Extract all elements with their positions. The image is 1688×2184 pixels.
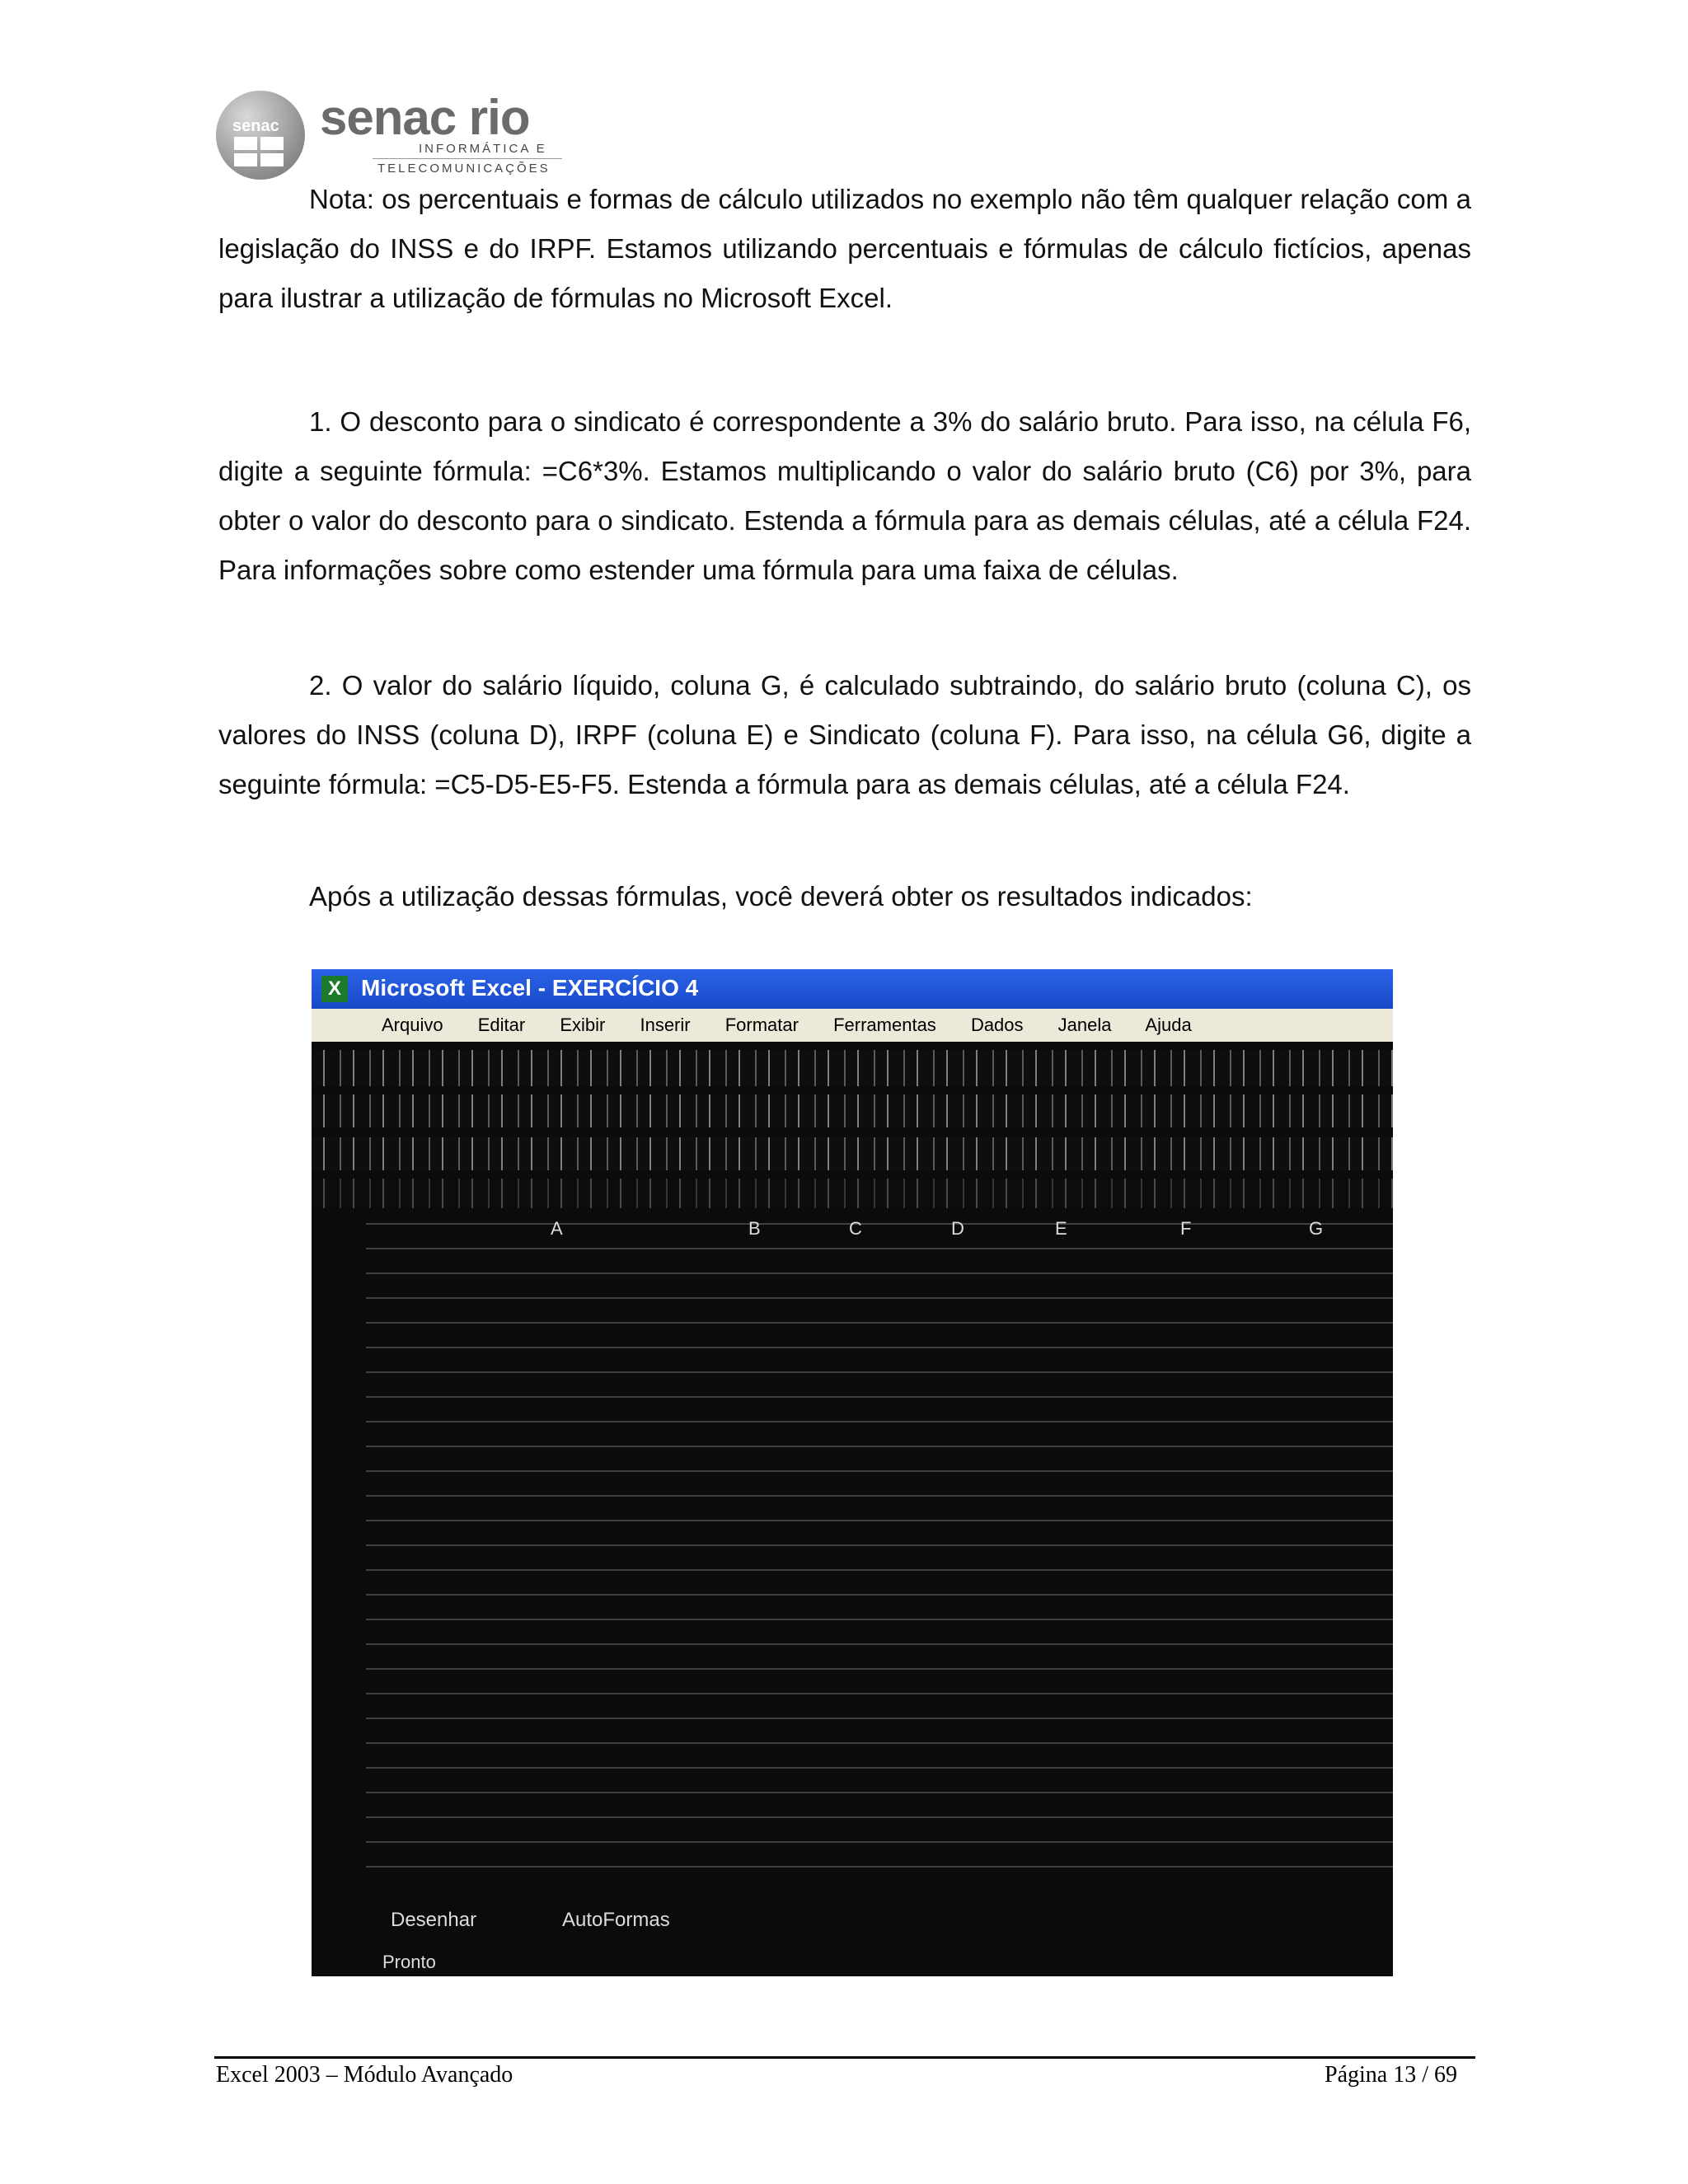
menu-dados[interactable]: Dados <box>970 1015 1024 1035</box>
apos-paragraph: Após a utilização dessas fórmulas, você deverá obter os resultados indicados: <box>309 881 1253 912</box>
footer-rule <box>214 2056 1475 2059</box>
formula-bar <box>312 1179 1393 1208</box>
status-bar <box>312 1947 1393 1976</box>
toolbar-standard <box>312 1050 1393 1086</box>
menu-editar[interactable]: Editar <box>477 1015 526 1035</box>
column-header-a: A <box>551 1218 563 1239</box>
excel-screenshot <box>312 969 1393 1976</box>
logo-sub2: TELECOMUNICAÇÕES <box>377 162 551 176</box>
menu-ferramentas[interactable]: Ferramentas <box>833 1015 936 1035</box>
excel-window-title: Microsoft Excel - EXERCÍCIO 4 <box>361 975 699 1001</box>
column-header-c: C <box>849 1218 862 1239</box>
column-header-d: D <box>951 1218 964 1239</box>
senac-logo-circle <box>216 91 305 180</box>
excel-menu-bar <box>312 1009 1393 1042</box>
nota-paragraph: Nota: os percentuais e formas de cálculo utilizados no exemplo não têm qualquer relação com a legislação do INSS e do IRPF. Estamos utilizando percentuais e fórmulas de cálculo fictícios, apenas para ilustrar a utilização de fórmulas no Microsoft Excel. <box>218 184 1471 313</box>
logo-rule <box>373 158 562 159</box>
excel-title-bar <box>312 969 1393 1009</box>
column-header-f: F <box>1180 1218 1192 1239</box>
autoformas-menu[interactable]: AutoFormas <box>562 1909 670 1931</box>
sheet-tabs <box>366 1861 1393 1891</box>
logo-tiles-icon <box>234 137 285 166</box>
menu-inserir[interactable]: Inserir <box>640 1015 691 1035</box>
item2-paragraph: 2. O valor do salário líquido, coluna G, é calculado subtraindo, do salário bruto (coluna C), os valores do INSS (coluna D), IRPF (coluna E) e Sindicato (coluna F). Para isso, na célula G6, digite a seguinte fórmula: =C5-D5-E5-F5. Estenda a fórmula para as demais células, até a célula F24. <box>218 670 1471 799</box>
draw-menu[interactable]: Desenhar <box>391 1909 477 1931</box>
excel-icon: X <box>321 976 348 1002</box>
toolbar-formatting <box>312 1094 1393 1127</box>
status-text: Pronto <box>382 1952 436 1972</box>
senac-rio-logo <box>216 91 562 180</box>
menu-arquivo[interactable]: Arquivo <box>382 1015 443 1035</box>
menu-janela[interactable]: Janela <box>1057 1015 1112 1035</box>
logo-sub1: INFORMÁTICA E <box>419 142 547 156</box>
toolbar-extra <box>312 1137 1393 1170</box>
logo-small-text: senac <box>232 117 279 135</box>
spreadsheet-grid <box>366 1215 1393 1891</box>
footer-page-number: Página 13 / 69 <box>1325 2062 1457 2088</box>
footer-title: Excel 2003 – Módulo Avançado <box>216 2062 513 2088</box>
menu-ajuda[interactable]: Ajuda <box>1145 1015 1192 1035</box>
menu-formatar[interactable]: Formatar <box>724 1015 799 1035</box>
item1-paragraph: 1. O desconto para o sindicato é correspondente a 3% do salário bruto. Para isso, na célula F6, digite a seguinte fórmula: =C6*3%. Estamos multiplicando o valor do salário bruto (C6) por 3%, para obter o valor do desconto para o sindicato. Estenda a fórmula para as demais células, até a célula F24. Para informações sobre como estender uma fórmula para uma faixa de células. <box>218 406 1471 585</box>
logo-name: senac rio <box>320 90 530 145</box>
menu-exibir[interactable]: Exibir <box>560 1015 606 1035</box>
column-header-g: G <box>1309 1218 1324 1239</box>
column-header-e: E <box>1055 1218 1067 1239</box>
drawing-toolbar <box>312 1896 1393 1945</box>
column-header-b: B <box>748 1218 761 1239</box>
